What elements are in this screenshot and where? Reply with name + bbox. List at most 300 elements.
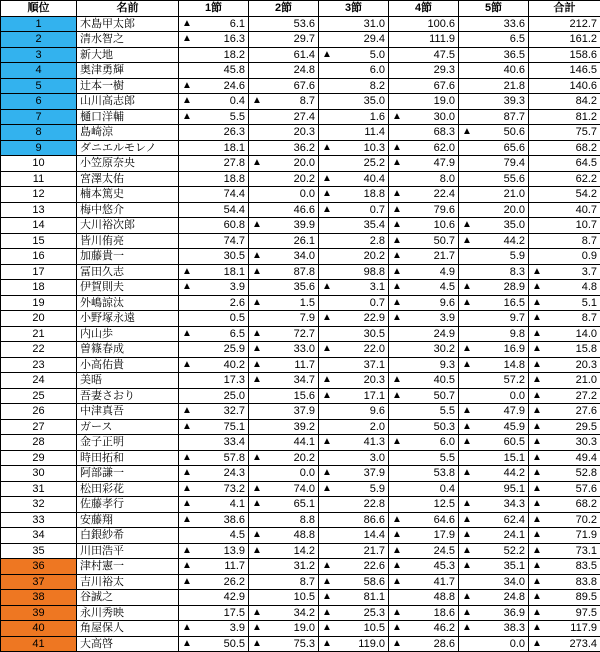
round-1-score-cell <box>179 249 249 265</box>
header-round-2: 2節 <box>249 1 319 17</box>
round-1-score-cell <box>179 156 249 172</box>
total-score-cell <box>529 280 600 296</box>
score-value: 24.8 <box>504 591 525 603</box>
rank-cell: 30 <box>1 466 77 482</box>
score-value: 41.7 <box>434 576 455 588</box>
negative-triangle-icon: ▲ <box>182 575 192 589</box>
round-5-score-cell <box>459 171 529 187</box>
negative-triangle-icon: ▲ <box>532 342 542 356</box>
score-value: 4.8 <box>582 281 597 293</box>
negative-triangle-icon: ▲ <box>392 141 402 155</box>
score-value: 0.0 <box>300 188 315 200</box>
table-row <box>1 481 600 497</box>
round-2-score-cell <box>249 388 319 404</box>
table-row <box>1 636 600 652</box>
score-value: 28.9 <box>504 281 525 293</box>
round-5-score-cell <box>459 373 529 389</box>
total-score-cell <box>529 342 600 358</box>
score-value: 61.4 <box>294 49 315 61</box>
score-value: 31.0 <box>364 18 385 30</box>
table-row <box>1 357 600 373</box>
total-score-cell <box>529 264 600 280</box>
score-value: 20.0 <box>504 204 525 216</box>
score-value: 40.6 <box>504 64 525 76</box>
round-3-score-cell <box>319 156 389 172</box>
round-5-score-cell <box>459 218 529 234</box>
round-3-score-cell <box>319 63 389 79</box>
negative-triangle-icon: ▲ <box>462 435 472 449</box>
round-1-score-cell <box>179 450 249 466</box>
negative-triangle-icon: ▲ <box>182 17 192 31</box>
score-value: 0.5 <box>230 312 245 324</box>
score-value: 65.1 <box>294 498 315 510</box>
score-value: 18.1 <box>224 266 245 278</box>
negative-triangle-icon: ▲ <box>252 528 262 542</box>
round-5-score-cell <box>459 63 529 79</box>
negative-triangle-icon: ▲ <box>322 637 332 651</box>
round-4-score-cell <box>389 264 459 280</box>
score-value: 24.9 <box>434 328 455 340</box>
score-value: 52.2 <box>504 545 525 557</box>
rank-cell: 3 <box>1 47 77 63</box>
score-value: 47.5 <box>434 49 455 61</box>
score-value: 8.8 <box>300 514 315 526</box>
negative-triangle-icon: ▲ <box>252 249 262 263</box>
score-value: 3.1 <box>370 281 385 293</box>
rank-cell: 26 <box>1 404 77 420</box>
score-value: 119.0 <box>358 638 385 650</box>
player-name-cell: 中津真吾 <box>77 404 179 420</box>
table-row <box>1 295 600 311</box>
round-5-score-cell <box>459 497 529 513</box>
round-1-score-cell <box>179 435 249 451</box>
round-2-score-cell <box>249 233 319 249</box>
table-row <box>1 419 600 435</box>
round-4-score-cell <box>389 249 459 265</box>
player-name-cell: 大川裕次郎 <box>77 218 179 234</box>
score-value: 16.5 <box>504 297 525 309</box>
round-4-score-cell <box>389 528 459 544</box>
round-3-score-cell <box>319 326 389 342</box>
negative-triangle-icon: ▲ <box>532 590 542 604</box>
score-value: 12.5 <box>434 498 455 510</box>
round-2-score-cell <box>249 295 319 311</box>
negative-triangle-icon: ▲ <box>252 342 262 356</box>
negative-triangle-icon: ▲ <box>322 280 332 294</box>
score-value: 10.3 <box>364 142 385 154</box>
round-5-score-cell <box>459 295 529 311</box>
score-value: 117.9 <box>570 622 597 634</box>
round-1-score-cell <box>179 47 249 63</box>
round-5-score-cell <box>459 78 529 94</box>
score-value: 33.6 <box>504 18 525 30</box>
score-value: 0.9 <box>582 250 597 262</box>
table-row <box>1 94 600 110</box>
table-row <box>1 450 600 466</box>
score-value: 49.4 <box>576 452 597 464</box>
negative-triangle-icon: ▲ <box>322 435 332 449</box>
rank-cell: 27 <box>1 419 77 435</box>
negative-triangle-icon: ▲ <box>392 234 402 248</box>
total-score-cell <box>529 621 600 637</box>
score-value: 53.8 <box>434 467 455 479</box>
round-4-score-cell <box>389 295 459 311</box>
score-value: 21.8 <box>504 80 525 92</box>
round-3-score-cell <box>319 218 389 234</box>
score-value: 35.0 <box>364 95 385 107</box>
score-value: 25.0 <box>224 390 245 402</box>
total-score-cell <box>529 512 600 528</box>
score-value: 20.2 <box>364 250 385 262</box>
round-1-score-cell <box>179 497 249 513</box>
round-4-score-cell <box>389 233 459 249</box>
round-4-score-cell <box>389 311 459 327</box>
round-2-score-cell <box>249 171 319 187</box>
round-3-score-cell <box>319 404 389 420</box>
negative-triangle-icon: ▲ <box>462 544 472 558</box>
player-name-cell: 大高啓 <box>77 636 179 652</box>
score-value: 17.1 <box>364 390 385 402</box>
score-value: 9.8 <box>510 328 525 340</box>
score-value: 6.5 <box>510 33 525 45</box>
table-row <box>1 497 600 513</box>
negative-triangle-icon: ▲ <box>322 575 332 589</box>
negative-triangle-icon: ▲ <box>392 249 402 263</box>
score-value: 1.5 <box>300 297 315 309</box>
score-value: 22.0 <box>364 343 385 355</box>
score-value: 9.6 <box>370 405 385 417</box>
negative-triangle-icon: ▲ <box>392 528 402 542</box>
total-score-cell <box>529 171 600 187</box>
negative-triangle-icon: ▲ <box>392 156 402 170</box>
score-value: 20.3 <box>294 126 315 138</box>
player-name-cell: 津村憲一 <box>77 559 179 575</box>
round-5-score-cell <box>459 109 529 125</box>
negative-triangle-icon: ▲ <box>392 559 402 573</box>
score-value: 14.2 <box>294 545 315 557</box>
round-1-score-cell <box>179 404 249 420</box>
round-3-score-cell <box>319 78 389 94</box>
round-5-score-cell <box>459 481 529 497</box>
negative-triangle-icon: ▲ <box>532 389 542 403</box>
score-value: 27.6 <box>576 405 597 417</box>
negative-triangle-icon: ▲ <box>252 621 262 635</box>
rank-cell: 21 <box>1 326 77 342</box>
rank-cell: 18 <box>1 280 77 296</box>
round-5-score-cell <box>459 450 529 466</box>
score-value: 81.2 <box>576 111 597 123</box>
negative-triangle-icon: ▲ <box>462 358 472 372</box>
score-value: 20.2 <box>294 173 315 185</box>
score-value: 26.1 <box>294 235 315 247</box>
score-value: 75.7 <box>576 126 597 138</box>
round-1-score-cell <box>179 326 249 342</box>
negative-triangle-icon: ▲ <box>392 265 402 279</box>
score-value: 71.9 <box>576 529 597 541</box>
score-value: 50.7 <box>434 390 455 402</box>
negative-triangle-icon: ▲ <box>392 575 402 589</box>
score-value: 9.6 <box>440 297 455 309</box>
round-3-score-cell <box>319 419 389 435</box>
score-value: 30.5 <box>364 328 385 340</box>
round-4-score-cell <box>389 218 459 234</box>
round-4-score-cell <box>389 187 459 203</box>
negative-triangle-icon: ▲ <box>182 420 192 434</box>
round-3-score-cell <box>319 125 389 141</box>
negative-triangle-icon: ▲ <box>462 125 472 139</box>
round-3-score-cell <box>319 512 389 528</box>
table-row <box>1 125 600 141</box>
round-5-score-cell <box>459 466 529 482</box>
score-value: 45.8 <box>224 64 245 76</box>
rank-cell: 16 <box>1 249 77 265</box>
rank-cell: 35 <box>1 543 77 559</box>
score-value: 58.6 <box>364 576 385 588</box>
negative-triangle-icon: ▲ <box>182 358 192 372</box>
score-value: 53.6 <box>294 18 315 30</box>
round-1-score-cell <box>179 621 249 637</box>
round-4-score-cell <box>389 16 459 32</box>
score-value: 46.2 <box>434 622 455 634</box>
rank-cell: 9 <box>1 140 77 156</box>
score-value: 0.0 <box>300 467 315 479</box>
score-value: 15.6 <box>294 390 315 402</box>
score-value: 36.9 <box>504 607 525 619</box>
round-2-score-cell <box>249 94 319 110</box>
round-5-score-cell <box>459 590 529 606</box>
player-name-cell: 梅中悠介 <box>77 202 179 218</box>
round-2-score-cell <box>249 342 319 358</box>
rank-cell: 28 <box>1 435 77 451</box>
negative-triangle-icon: ▲ <box>392 187 402 201</box>
score-value: 8.0 <box>440 173 455 185</box>
round-2-score-cell <box>249 574 319 590</box>
score-value: 15.8 <box>576 343 597 355</box>
score-value: 1.6 <box>370 111 385 123</box>
round-4-score-cell <box>389 140 459 156</box>
round-2-score-cell <box>249 404 319 420</box>
round-5-score-cell <box>459 233 529 249</box>
rank-cell: 29 <box>1 450 77 466</box>
score-value: 5.0 <box>370 49 385 61</box>
round-2-score-cell <box>249 450 319 466</box>
score-value: 31.2 <box>294 560 315 572</box>
score-value: 67.6 <box>294 80 315 92</box>
score-value: 38.6 <box>224 514 245 526</box>
rank-cell: 4 <box>1 63 77 79</box>
negative-triangle-icon: ▲ <box>462 606 472 620</box>
score-value: 6.5 <box>230 328 245 340</box>
score-value: 10.5 <box>294 591 315 603</box>
round-4-score-cell <box>389 280 459 296</box>
round-4-score-cell <box>389 47 459 63</box>
player-name-cell: 加藤貴一 <box>77 249 179 265</box>
score-value: 60.5 <box>504 436 525 448</box>
round-4-score-cell <box>389 466 459 482</box>
score-value: 24.6 <box>224 80 245 92</box>
score-value: 3.7 <box>582 266 597 278</box>
round-4-score-cell <box>389 202 459 218</box>
round-1-score-cell <box>179 264 249 280</box>
round-3-score-cell <box>319 435 389 451</box>
score-value: 74.7 <box>224 235 245 247</box>
round-3-score-cell <box>319 342 389 358</box>
round-2-score-cell <box>249 559 319 575</box>
score-value: 20.2 <box>294 452 315 464</box>
round-5-score-cell <box>459 528 529 544</box>
negative-triangle-icon: ▲ <box>462 218 472 232</box>
round-1-score-cell <box>179 109 249 125</box>
total-score-cell <box>529 404 600 420</box>
negative-triangle-icon: ▲ <box>322 187 332 201</box>
negative-triangle-icon: ▲ <box>322 342 332 356</box>
round-1-score-cell <box>179 574 249 590</box>
score-value: 65.6 <box>504 142 525 154</box>
total-score-cell <box>529 140 600 156</box>
score-value: 35.1 <box>504 560 525 572</box>
player-name-cell: 内山歩 <box>77 326 179 342</box>
score-value: 161.2 <box>569 33 597 45</box>
score-value: 16.9 <box>504 343 525 355</box>
round-3-score-cell <box>319 16 389 32</box>
rank-cell: 23 <box>1 357 77 373</box>
table-row <box>1 233 600 249</box>
negative-triangle-icon: ▲ <box>532 280 542 294</box>
negative-triangle-icon: ▲ <box>462 497 472 511</box>
score-value: 75.3 <box>294 638 315 650</box>
negative-triangle-icon: ▲ <box>322 590 332 604</box>
player-name-cell: 樋口洋輔 <box>77 109 179 125</box>
round-1-score-cell <box>179 590 249 606</box>
player-name-cell: 金子正明 <box>77 435 179 451</box>
table-row <box>1 466 600 482</box>
score-value: 24.1 <box>504 529 525 541</box>
score-value: 30.2 <box>434 343 455 355</box>
header-round-5: 5節 <box>459 1 529 17</box>
round-1-score-cell <box>179 140 249 156</box>
score-value: 64.5 <box>576 157 597 169</box>
score-value: 5.9 <box>510 250 525 262</box>
round-3-score-cell <box>319 450 389 466</box>
negative-triangle-icon: ▲ <box>392 280 402 294</box>
score-value: 34.2 <box>294 607 315 619</box>
round-3-score-cell <box>319 280 389 296</box>
player-name-cell: 美晤 <box>77 373 179 389</box>
round-2-score-cell <box>249 78 319 94</box>
negative-triangle-icon: ▲ <box>532 373 542 387</box>
negative-triangle-icon: ▲ <box>182 482 192 496</box>
player-name-cell: ガース <box>77 419 179 435</box>
score-value: 44.2 <box>504 467 525 479</box>
negative-triangle-icon: ▲ <box>462 466 472 480</box>
round-1-score-cell <box>179 233 249 249</box>
score-value: 46.6 <box>294 204 315 216</box>
round-3-score-cell <box>319 32 389 48</box>
score-value: 21.7 <box>364 545 385 557</box>
score-value: 5.9 <box>370 483 385 495</box>
round-4-score-cell <box>389 497 459 513</box>
negative-triangle-icon: ▲ <box>532 544 542 558</box>
score-value: 73.1 <box>576 545 597 557</box>
negative-triangle-icon: ▲ <box>182 327 192 341</box>
score-value: 45.3 <box>434 560 455 572</box>
score-value: 8.7 <box>300 576 315 588</box>
score-value: 67.6 <box>434 80 455 92</box>
total-score-cell <box>529 435 600 451</box>
rank-cell: 20 <box>1 311 77 327</box>
negative-triangle-icon: ▲ <box>392 373 402 387</box>
round-1-score-cell <box>179 481 249 497</box>
rank-cell: 5 <box>1 78 77 94</box>
score-value: 26.2 <box>224 576 245 588</box>
round-1-score-cell <box>179 16 249 32</box>
player-name-cell: 吾妻さおり <box>77 388 179 404</box>
negative-triangle-icon: ▲ <box>182 513 192 527</box>
score-value: 87.8 <box>294 266 315 278</box>
score-value: 39.3 <box>504 95 525 107</box>
negative-triangle-icon: ▲ <box>392 621 402 635</box>
round-5-score-cell <box>459 187 529 203</box>
round-3-score-cell <box>319 605 389 621</box>
negative-triangle-icon: ▲ <box>532 466 542 480</box>
negative-triangle-icon: ▲ <box>392 637 402 651</box>
table-row <box>1 187 600 203</box>
table-row <box>1 342 600 358</box>
score-value: 44.2 <box>504 235 525 247</box>
table-row <box>1 543 600 559</box>
negative-triangle-icon: ▲ <box>392 606 402 620</box>
round-5-score-cell <box>459 16 529 32</box>
negative-triangle-icon: ▲ <box>322 203 332 217</box>
score-value: 30.3 <box>576 436 597 448</box>
score-value: 0.7 <box>370 297 385 309</box>
negative-triangle-icon: ▲ <box>252 327 262 341</box>
score-value: 83.8 <box>576 576 597 588</box>
player-name-cell: 清水智之 <box>77 32 179 48</box>
round-2-score-cell <box>249 125 319 141</box>
round-1-score-cell <box>179 528 249 544</box>
round-3-score-cell <box>319 466 389 482</box>
score-value: 34.3 <box>504 498 525 510</box>
score-value: 37.9 <box>294 405 315 417</box>
score-value: 14.8 <box>504 359 525 371</box>
score-value: 70.2 <box>576 514 597 526</box>
round-2-score-cell <box>249 466 319 482</box>
rank-cell: 15 <box>1 233 77 249</box>
negative-triangle-icon: ▲ <box>392 311 402 325</box>
total-score-cell <box>529 109 600 125</box>
score-value: 16.3 <box>224 33 245 45</box>
score-value: 79.4 <box>504 157 525 169</box>
total-score-cell <box>529 543 600 559</box>
table-row <box>1 512 600 528</box>
rank-cell: 12 <box>1 187 77 203</box>
score-value: 9.3 <box>440 359 455 371</box>
total-score-cell <box>529 419 600 435</box>
table-row <box>1 590 600 606</box>
total-score-cell <box>529 450 600 466</box>
negative-triangle-icon: ▲ <box>462 420 472 434</box>
negative-triangle-icon: ▲ <box>392 203 402 217</box>
negative-triangle-icon: ▲ <box>462 280 472 294</box>
negative-triangle-icon: ▲ <box>252 156 262 170</box>
score-value: 18.6 <box>434 607 455 619</box>
header-round-1: 1節 <box>179 1 249 17</box>
round-1-score-cell <box>179 280 249 296</box>
round-1-score-cell <box>179 636 249 652</box>
player-name-cell: 奥津勇輝 <box>77 63 179 79</box>
table-row <box>1 435 600 451</box>
